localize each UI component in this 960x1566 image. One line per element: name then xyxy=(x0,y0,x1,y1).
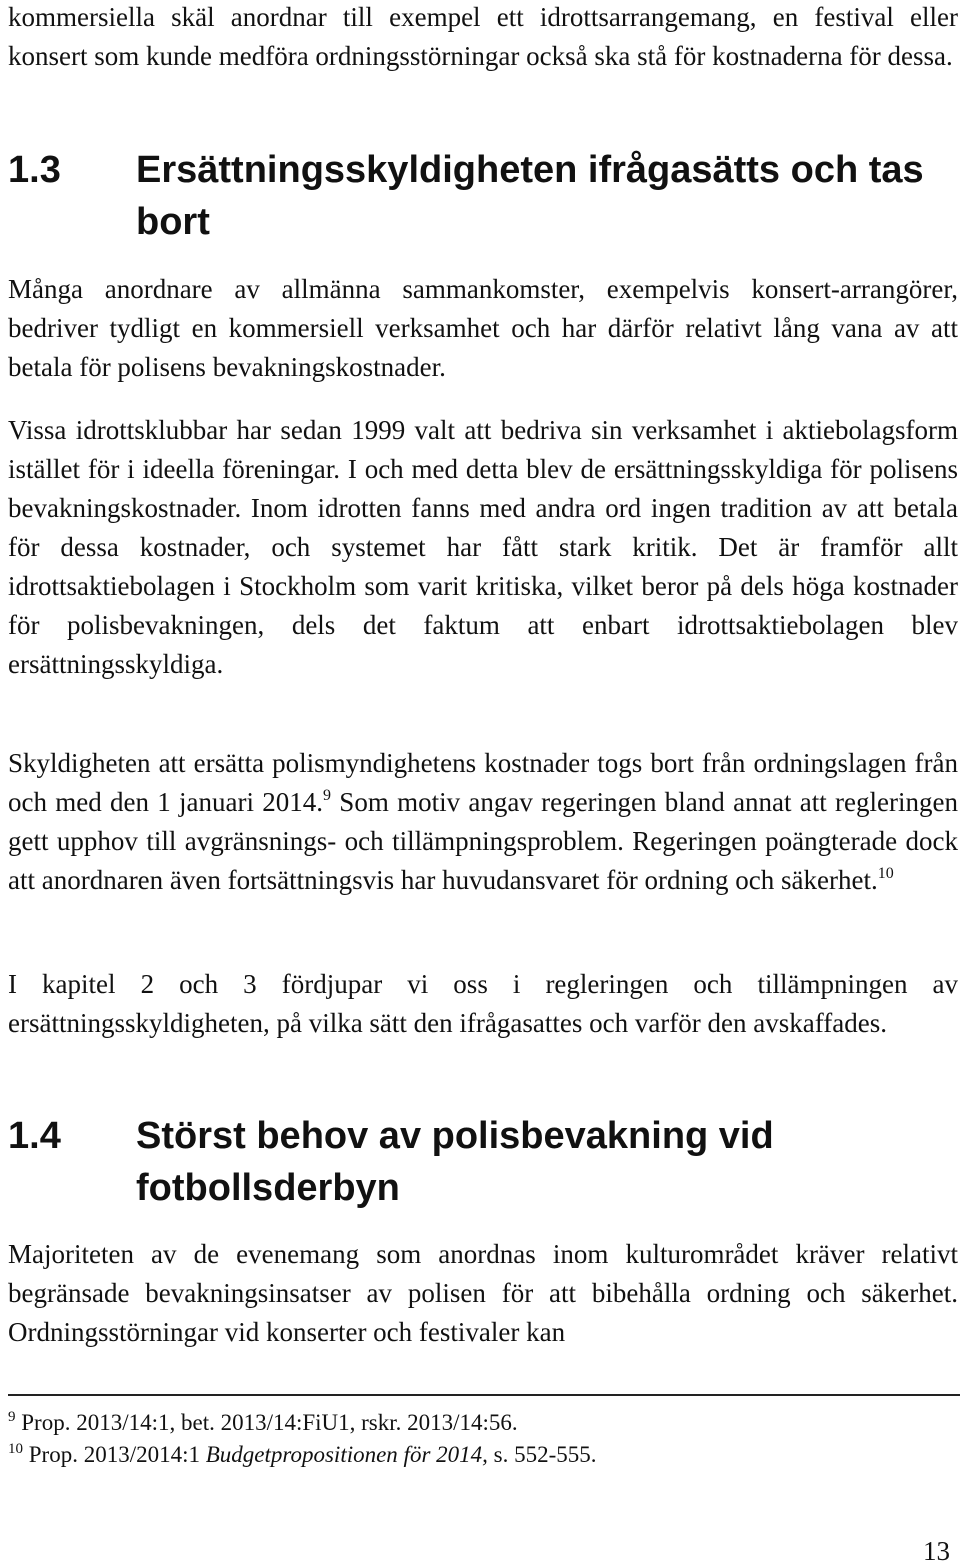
footnote-text: s. 552-555. xyxy=(487,1442,597,1467)
body-paragraph: I kapitel 2 och 3 fördjupar vi oss i regleringen och tillämpningen av ersättningsskyldigheten, på vilka sätt den ifrågasattes och varför den avskaffades. xyxy=(8,969,958,1038)
footnote-ref[interactable]: 9 xyxy=(323,787,332,804)
body-paragraph: Majoriteten av de evenemang som anordnas inom kulturområdet kräver relativt begränsade bevakningsinsatser av polisen för att bibehålla ordning och säkerhet. Ordningsstörningar vid konserter och festivaler kan xyxy=(8,1239,958,1347)
footnote-text: Prop. 2013/14:1, bet. 2013/14:FiU1, rskr. 2013/14:56. xyxy=(21,1410,518,1435)
footnote-divider xyxy=(8,1394,960,1396)
footnote-mark: 10 xyxy=(8,1441,23,1457)
body-paragraph: Vissa idrottsklubbar har sedan 1999 valt att bedriva sin verksamhet i aktiebolagsform istället för i ideella föreningar. I och med detta blev de ersättningsskyldiga för polisens bevakningskostnader. Inom idrotten fanns med andra ord ingen tradition av att betala för dessa kostnader, och systemet har fått stark kritik. Det är framför allt idrottsaktiebolagen i Stockholm som varit kritiska, vilket beror på dels höga kostnader för polisbevakningen, dels det faktum att enbart idrottsaktiebolagen blev ersättningsskyldiga. xyxy=(8,415,958,679)
footnote xyxy=(8,1440,597,1470)
footnote-text: Prop. 2013/2014:1 xyxy=(28,1442,206,1467)
page-number: 13 xyxy=(923,1536,950,1566)
footnote-mark: 9 xyxy=(8,1409,16,1425)
paragraph-text: Skyldigheten att ersätta polismyndighetens kostnader togs bort från ordningslagen från och med den 1 januari 2014. xyxy=(8,748,958,817)
section-number: 1.4 xyxy=(8,1115,61,1157)
footnote-italic-title: Budgetpropositionen för 2014, xyxy=(205,1442,488,1467)
footnote-ref[interactable]: 10 xyxy=(877,865,894,882)
body-paragraph xyxy=(8,744,958,900)
section-title: Störst behov av polisbevakning vid fotbollsderbyn xyxy=(136,1115,774,1209)
section-number: 1.3 xyxy=(8,149,61,191)
section-title: Ersättningsskyldigheten ifrågasätts och tas bort xyxy=(136,149,924,243)
intro-paragraph: kommersiella skäl anordnar till exempel ett idrottsarrangemang, en festival eller konsert som kunde medföra ordningsstörningar också ska stå för kostnaderna för dessa. xyxy=(8,2,958,71)
body-paragraph: Många anordnare av allmänna sammankomster, exempelvis konsert-arrangörer, bedriver tydligt en kommersiell verksamhet och har därför relativt lång vana av att betala för polisens bevakningskostnader. xyxy=(8,274,958,382)
paragraph-text: Som motiv angav regeringen bland annat att regleringen gett upphov till avgränsnings- och tillämpningsproblem. Regeringen poängterade dock att anordnaren även fortsättningsvis har huvudansvaret för ordning och säkerhet. xyxy=(8,787,958,895)
footnote xyxy=(8,1408,518,1438)
